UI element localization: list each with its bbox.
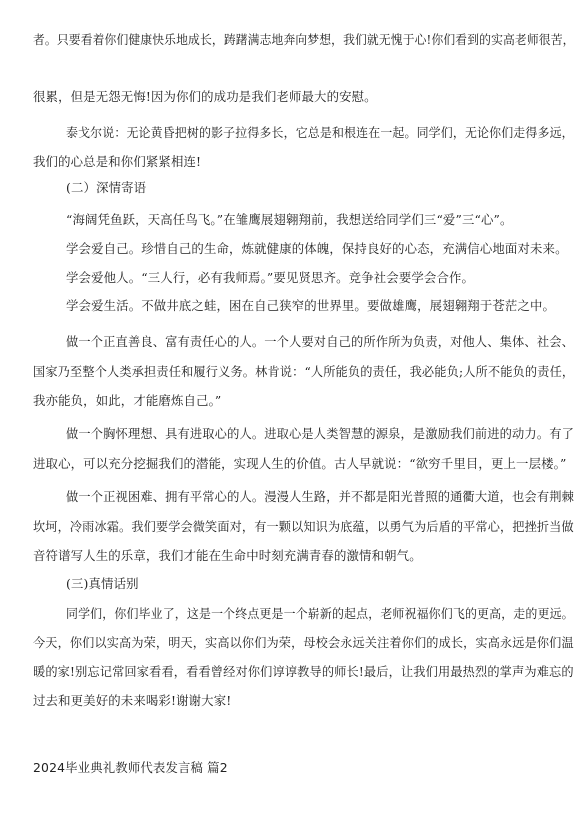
section-heading: (二）深情寄语 <box>66 180 147 195</box>
text-line: 进取心，可以充分挖掘我们的潜能，实现人生的价值。古人早就说：“欲穷千里目，更上一层楼。” <box>33 456 567 471</box>
text-line: 学会爱自己。珍惜自己的生命，炼就健康的体魄，保持良好的心态，充满信心地面对未来。 <box>66 241 568 256</box>
text-line: 暖的家!别忘记常回家看看，看看曾经对你们谆谆教导的师长!最后，让我们用最热烈的掌声为难忘的 <box>33 664 574 679</box>
text-line: 过去和更美好的未来喝彩!谢谢大家! <box>33 693 232 708</box>
text-line: 音符谱写人生的乐章，我们才能在生命中时刻充满青春的激情和朝气。 <box>33 548 422 563</box>
text-line: 坎坷，冷雨冰霜。我们要学会微笑面对，有一颗以知识为底蕴，以勇气为后盾的平常心，把挫折当做 <box>33 519 574 534</box>
text-line: 做一个胸怀理想、具有进取心的人。进取心是人类智慧的源泉，是激励我们前进的动力。有了 <box>66 426 575 441</box>
text-line: 做一个正视困难、拥有平常心的人。漫漫人生路，并不都是阳光普照的通衢大道，也会有荆棘 <box>66 489 575 504</box>
text-line: 做一个正直善良、富有责任心的人。一个人要对自己的所作所为负责，对他人、集体、社会、 <box>66 334 575 349</box>
text-line: 学会爱他人。“三人行，必有我师焉。”要见贤思齐。竞争社会要学会合作。 <box>66 270 475 285</box>
text-line: 泰戈尔说：无论黄昏把树的影子拉得多长，它总是和根连在一起。同学们，无论你们走得多远， <box>66 125 574 140</box>
text-line: 我们的心总是和你们紧紧相连! <box>33 154 202 169</box>
section-heading: (三)真情话别 <box>66 576 139 591</box>
text-line: “海阔凭鱼跃，天高任鸟飞。”在雏鹰展翅翱翔前，我想送给同学们三“爱”三“心”。 <box>66 212 513 227</box>
text-line: 今天，你们以实高为荣，明天，实高以你们为荣，母校会永远关注着你们的成长，实高永远是你们温 <box>33 635 574 650</box>
text-line: 我亦能负，如此，才能磨炼自己。” <box>33 393 222 408</box>
document-footer-title: 2024毕业典礼教师代表发言稿 篇2 <box>33 760 228 775</box>
text-line: 很累，但是无怨无悔!因为你们的成功是我们老师最大的安慰。 <box>33 89 377 104</box>
text-line: 国家乃至整个人类承担责任和履行义务。林肯说：“人所能负的责任，我必能负;人所不能负的责任， <box>33 364 575 379</box>
text-line: 学会爱生活。不做井底之蛙，困在自己狭窄的世界里。要做雄鹰，展翅翱翔于苍茫之中。 <box>66 298 556 313</box>
text-line: 者。只要看着你们健康快乐地成长，踌躇满志地奔向梦想，我们就无愧于心!你们看到的实高老师很苦， <box>33 32 575 47</box>
text-line: 同学们，你们毕业了，这是一个终点更是一个崭新的起点，老师祝福你们飞的更高，走的更远。 <box>66 606 574 621</box>
